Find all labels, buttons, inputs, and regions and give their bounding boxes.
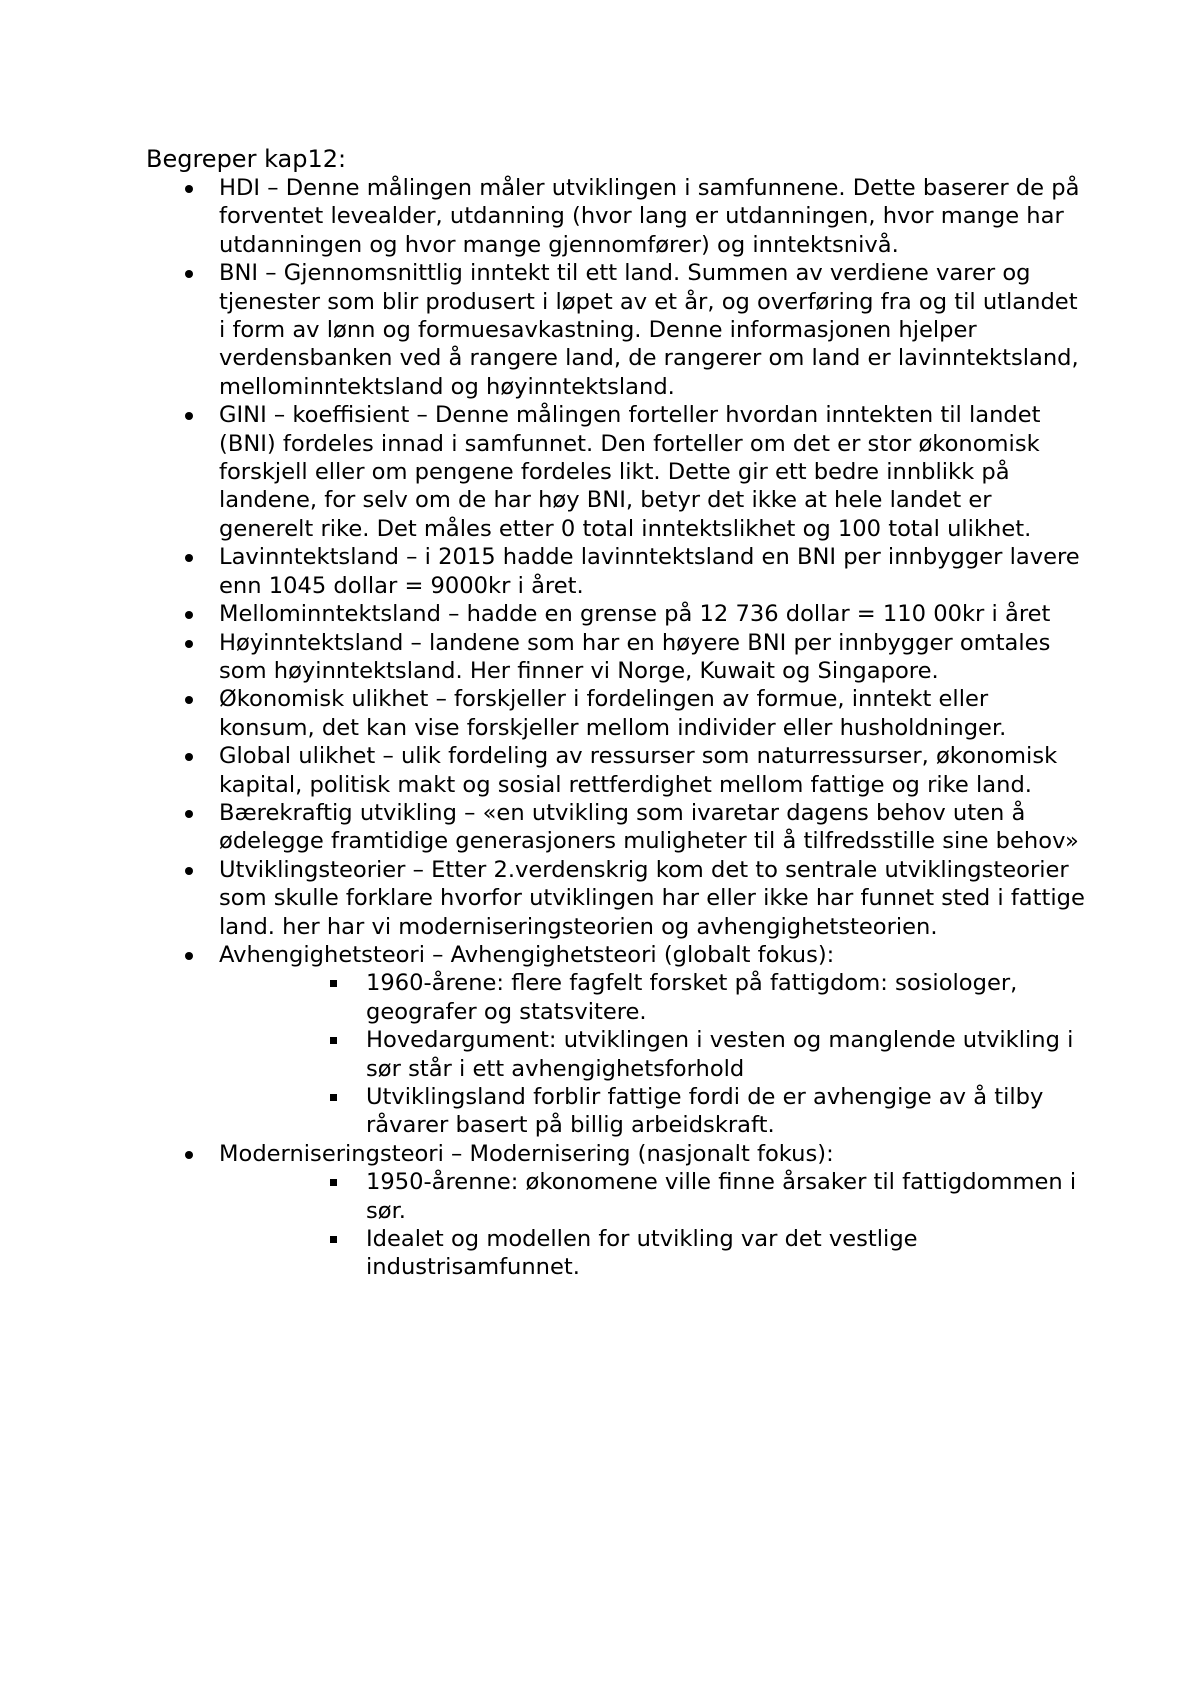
document-page [146, 144, 1086, 1282]
document-title: Begreper kap12: [146, 145, 347, 173]
sub-list-item: 1960-årene: flere fagfelt forsket på fattigdom: sosiologer, geografer og statsvitere. [146, 969, 1086, 1026]
list-item: Utviklingsteorier – Etter 2.verdenskrig kom det to sentrale utviklingsteorier som skulle forklare hvorfor utviklingen har eller ikke har funnet sted i fattige land. her har vi moderniseringsteorien og avhengighetsteorien. [146, 856, 1086, 941]
list-item: Lavinntektsland – i 2015 hadde lavinntektsland en BNI per innbygger lavere enn 1045 dollar = 9000kr i året. [146, 543, 1086, 600]
list-item: Moderniseringsteori – Modernisering (nasjonalt fokus): 1950-årenne: økonomene ville finne årsaker til fattigdommen i sør. Idealet og modellen for utvikling var det vestlige industrisamfunnet. [146, 1140, 1086, 1282]
list-item: Bærekraftig utvikling – «en utvikling som ivaretar dagens behov uten å ødelegge framtidige generasjoners muligheter til å tilfredsstille sine behov» [146, 799, 1086, 856]
list-item: Avhengighetsteori – Avhengighetsteori (globalt fokus): 1960-årene: flere fagfelt forsket på fattigdom: sosiologer, geografer og statsvitere. Hovedargument: utviklingen i vesten og manglende utvikling i sør står i ett avhengighetsforhold Utviklingsland forblir fattige fordi de er avhengige av å tilby råvarer basert på billig arbeidskraft. [146, 941, 1086, 1140]
sub-list-item: 1950-årenne: økonomene ville finne årsaker til fattigdommen i sør. [146, 1168, 1086, 1225]
list-item: HDI – Denne målingen måler utviklingen i samfunnene. Dette baserer de på forventet levealder, utdanning (hvor lang er utdanningen, hvor mange har utdanningen og hvor mange gjennomfører) og inntektsnivå. [146, 174, 1086, 259]
term-list [146, 174, 1086, 1282]
sub-list [219, 969, 1086, 1139]
sub-list [219, 1168, 1086, 1282]
list-item: Økonomisk ulikhet – forskjeller i fordelingen av formue, inntekt eller konsum, det kan vise forskjeller mellom individer eller husholdninger. [146, 685, 1086, 742]
sub-list-item: Utviklingsland forblir fattige fordi de er avhengige av å tilby råvarer basert på billig arbeidskraft. [146, 1083, 1086, 1140]
list-item: Høyinntektsland – landene som har en høyere BNI per innbygger omtales som høyinntektsland. Her finner vi Norge, Kuwait og Singapore. [146, 629, 1086, 686]
list-item: Global ulikhet – ulik fordeling av ressurser som naturressurser, økonomisk kapital, politisk makt og sosial rettferdighet mellom fattige og rike land. [146, 742, 1086, 799]
list-item: GINI – koeffisient – Denne målingen forteller hvordan inntekten til landet (BNI) fordeles innad i samfunnet. Den forteller om det er stor økonomisk forskjell eller om pengene fordeles likt. Dette gir ett bedre innblikk på landene, for selv om de har høy BNI, betyr det ikke at hele landet er generelt rike. Det måles etter 0 total inntektslikhet og 100 total ulikhet. [146, 401, 1086, 543]
sub-list-item: Idealet og modellen for utvikling var det vestlige industrisamfunnet. [146, 1225, 1086, 1282]
list-item: BNI – Gjennomsnittlig inntekt til ett land. Summen av verdiene varer og tjenester som blir produsert i løpet av et år, og overføring fra og til utlandet i form av lønn og formuesavkastning. Denne informasjonen hjelper verdensbanken ved å rangere land, de rangerer om land er lavinntektsland, mellominntektsland og høyinntektsland. [146, 259, 1086, 401]
list-item: Mellominntektsland – hadde en grense på 12 736 dollar = 110 00kr i året [146, 600, 1086, 628]
sub-list-item: Hovedargument: utviklingen i vesten og manglende utvikling i sør står i ett avhengighetsforhold [146, 1026, 1086, 1083]
